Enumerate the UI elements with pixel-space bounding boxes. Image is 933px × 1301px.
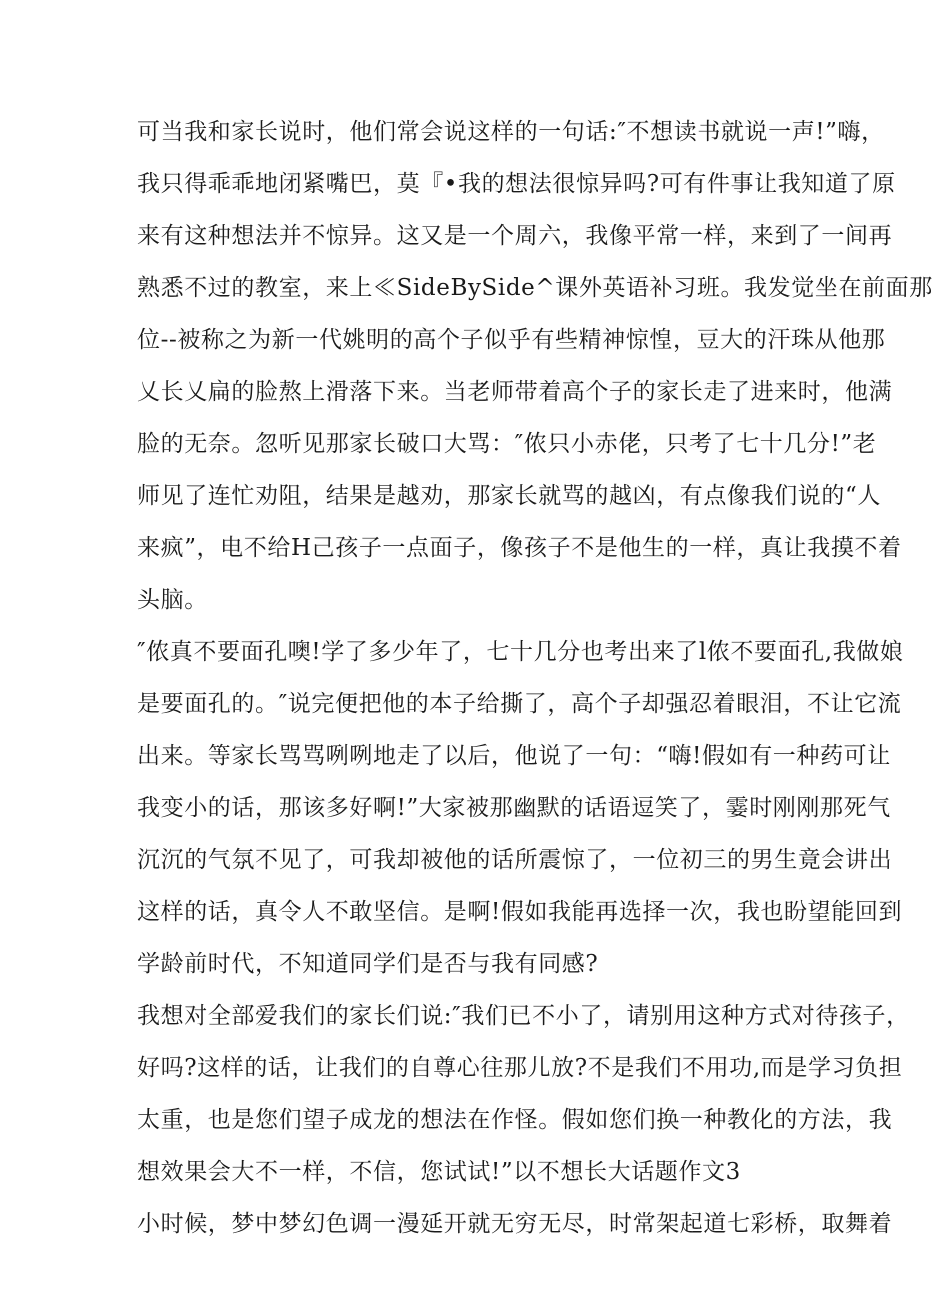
text-line: 出来。等家长骂骂咧咧地走了以后，他说了一句：“嗨!假如有一种药可让 (137, 743, 891, 769)
text-line: 来有这种想法并不惊异。这又是一个周六，我像平常一样，来到了一间再 (137, 223, 893, 249)
text-line: 脸的无奈。忽听见那家长破口大骂：″侬只小赤佬，只考了七十几分!”老 (137, 431, 877, 457)
text-line: 太重，也是您们望子成龙的想法在作怪。假如您们换一种教化的方法，我 (137, 1107, 893, 1133)
text-line: 可当我和家长说时，他们常会说这样的一句话:″不想读书就说一声!”嗨， (137, 119, 885, 145)
text-line: 好吗?这样的话，让我们的自尊心往那儿放?不是我们不用功,而是学习负担 (137, 1055, 903, 1081)
text-line: 小时候，梦中梦幻色调一漫延开就无穷无尽，时常架起道七彩桥，取舞着 (137, 1211, 893, 1237)
text-line: 我只得乖乖地闭紧嘴巴，莫『•我的想法很惊异吗?可有件事让我知道了原 (137, 171, 896, 197)
text-line: 学龄前时代，不知道同学们是否与我有同感? (137, 951, 599, 977)
text-line: 头脑。 (137, 587, 208, 613)
text-line: 来疯”，电不给H己孩子一点面子，像孩子不是他生的一样，真让我摸不着 (137, 535, 902, 561)
text-line: 是要面孔的。″说完便把他的本子给撕了，高个子却强忍着眼泪，不让它流 (137, 691, 902, 717)
text-line: ″侬真不要面孔噢!学了多少年了，七十几分也考出来了l侬不要面孔,我做娘 (137, 639, 904, 665)
text-line: 乂长乂扁的脸熬上滑落下来。当老师带着高个子的家长走了进来时，他满 (137, 379, 893, 405)
text-line: 沉沉的气氛不见了，可我却被他的话所震惊了，一位初三的男生竟会讲出 (137, 847, 893, 873)
text-line: 位--被称之为新一代姚明的高个子似乎有些精神惊惶，豆大的汗珠从他那 (137, 327, 886, 353)
text-line: 我变小的话，那该多好啊!”大家被那幽默的话语逗笑了，霎时刚刚那死气 (137, 795, 891, 821)
text-line: 师见了连忙劝阻，结果是越劝，那家长就骂的越凶，有点像我们说的“人 (137, 483, 881, 509)
text-line: 熟悉不过的教室，来上≪SideBySide^课外英语补习班。我发觉坐在前面那 (137, 275, 933, 301)
text-line: 想效果会大不一样，不信，您试试!”以不想长大话题作文3 (137, 1159, 741, 1185)
text-line: 我想对全部爱我们的家长们说:″我们已不小了，请别用这种方式对待孩子， (137, 1003, 910, 1029)
text-line: 这样的话，真令人不敢坚信。是啊!假如我能再选择一次，我也盼望能回到 (137, 899, 903, 925)
